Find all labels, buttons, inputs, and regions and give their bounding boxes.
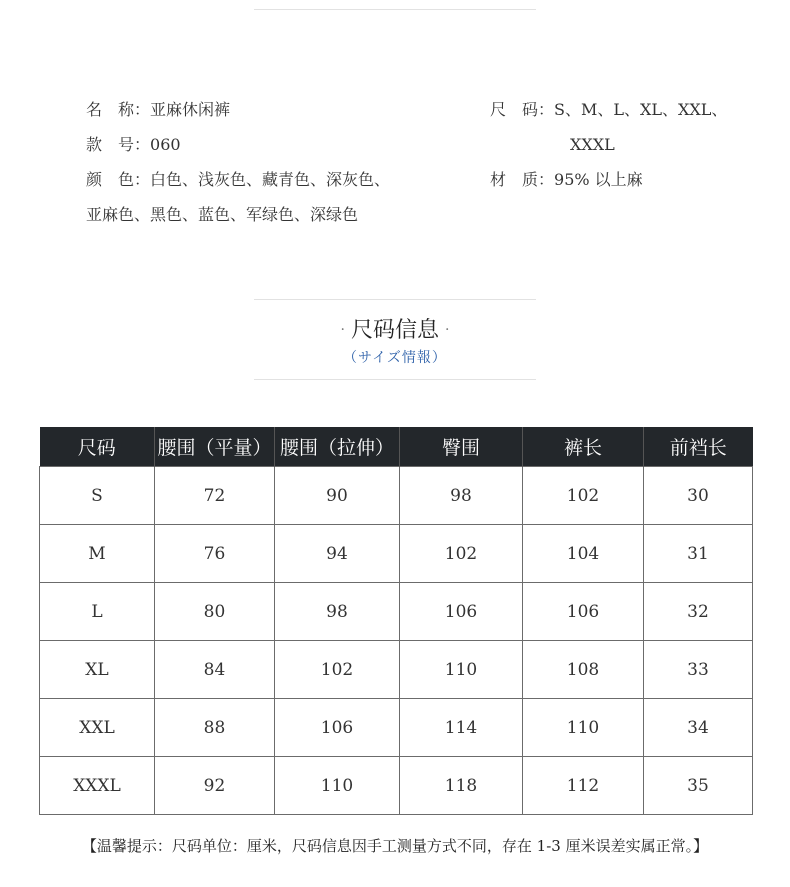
table-cell: 108 [523, 641, 644, 699]
spec-model-label: 款 号： [86, 135, 151, 154]
table-cell: 102 [400, 525, 523, 583]
table-cell: 94 [275, 525, 400, 583]
spec-name-label: 名 称： [86, 100, 151, 119]
table-cell: 106 [275, 699, 400, 757]
spec-model-value: 060 [150, 135, 181, 154]
table-cell: 33 [644, 641, 753, 699]
spec-material [490, 170, 643, 190]
spec-material-value: 95% 以上麻 [554, 170, 643, 189]
spec-name-value: 亚麻休闲裤 [150, 100, 231, 119]
spec-color-label: 颜 色： [86, 170, 151, 189]
section-title [0, 313, 790, 344]
title-dot-right: · [445, 322, 450, 338]
table-cell: 98 [275, 583, 400, 641]
spec-size-line2 [570, 135, 615, 155]
spec-material-label: 材 质： [490, 170, 555, 189]
table-cell: 80 [155, 583, 275, 641]
spec-color-value-line1: 白色、浅灰色、藏青色、深灰色、 [150, 170, 391, 189]
header-size: 尺码 [40, 427, 155, 467]
header-waist-flat: 腰围（平量） [155, 427, 275, 467]
table-row [40, 525, 753, 583]
table-cell: XL [40, 641, 155, 699]
table-cell: 90 [275, 467, 400, 525]
table-cell: 32 [644, 583, 753, 641]
spec-color-line2 [86, 205, 358, 225]
spec-size-value-line1: S、M、L、XL、XXL、 [554, 100, 728, 119]
table-cell: 106 [523, 583, 644, 641]
spec-color [86, 170, 390, 190]
table-cell: 110 [400, 641, 523, 699]
spec-size-value-line2: XXXL [570, 135, 615, 154]
table-cell: 72 [155, 467, 275, 525]
table-cell: 114 [400, 699, 523, 757]
table-row [40, 699, 753, 757]
header-hip: 臀围 [400, 427, 523, 467]
table-cell: 98 [400, 467, 523, 525]
table-cell: M [40, 525, 155, 583]
measurement-note: 【温馨提示：尺码单位：厘米，尺码信息因手工测量方式不同，存在 1-3 厘米误差实属正常。】 [81, 837, 709, 855]
table-cell: 76 [155, 525, 275, 583]
spec-name [86, 100, 230, 120]
table-cell: XXL [40, 699, 155, 757]
table-cell: 92 [155, 757, 275, 815]
table-cell: 88 [155, 699, 275, 757]
table-cell: S [40, 467, 155, 525]
table-cell: 31 [644, 525, 753, 583]
table-cell: 35 [644, 757, 753, 815]
table-cell: 102 [275, 641, 400, 699]
table-cell: 110 [523, 699, 644, 757]
table-cell: 110 [275, 757, 400, 815]
table-header-row [40, 427, 753, 467]
table-cell: XXXL [40, 757, 155, 815]
table-row [40, 583, 753, 641]
spec-size-label: 尺 码： [490, 100, 555, 119]
header-waist-stretch: 腰围（拉伸） [275, 427, 400, 467]
table-cell: 112 [523, 757, 644, 815]
section-subtitle: （サイズ情報） [343, 350, 447, 366]
top-divider [254, 9, 536, 10]
table-cell: 84 [155, 641, 275, 699]
title-dot-left: · [340, 322, 345, 338]
header-length: 裤长 [523, 427, 644, 467]
spec-size [490, 100, 727, 120]
table-cell: 118 [400, 757, 523, 815]
section-divider-bottom [254, 379, 536, 380]
section-divider-top [254, 299, 536, 300]
table-cell: 102 [523, 467, 644, 525]
spec-model [86, 135, 181, 155]
table-cell: 106 [400, 583, 523, 641]
header-front-rise: 前裆长 [644, 427, 753, 467]
table-cell: L [40, 583, 155, 641]
table-row [40, 757, 753, 815]
size-table [39, 427, 753, 815]
section-title-text: 尺码信息 [350, 318, 439, 343]
table-row [40, 467, 753, 525]
table-cell: 30 [644, 467, 753, 525]
table-row [40, 641, 753, 699]
table-cell: 104 [523, 525, 644, 583]
table-cell: 34 [644, 699, 753, 757]
spec-color-value-line2: 亚麻色、黑色、蓝色、军绿色、深绿色 [86, 205, 359, 224]
